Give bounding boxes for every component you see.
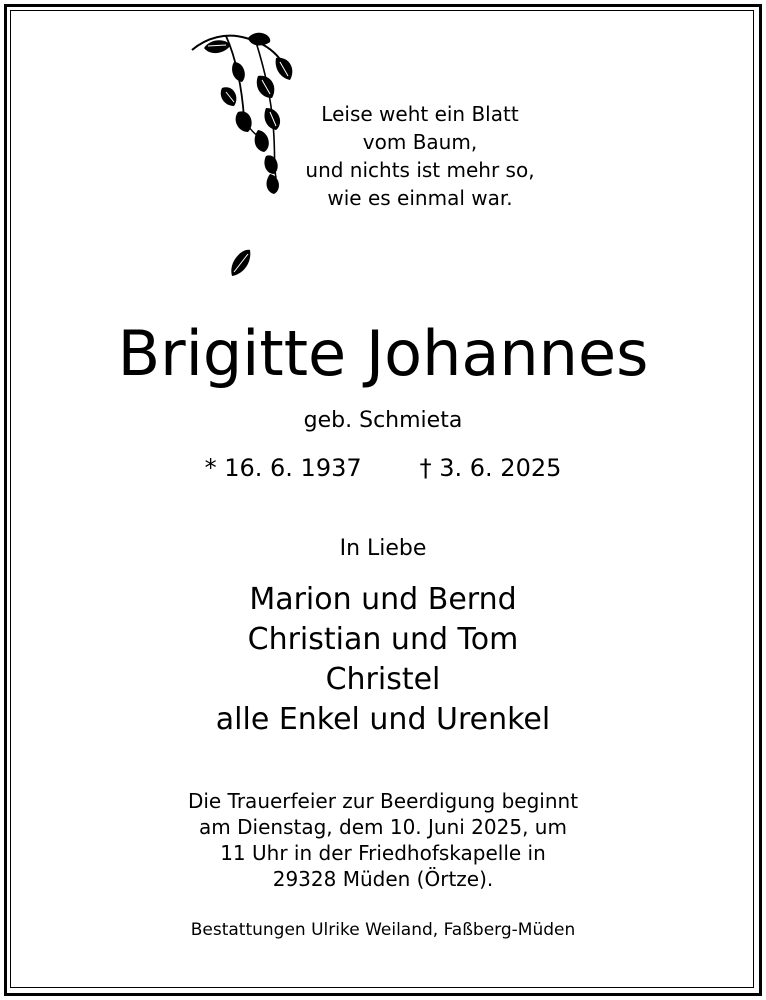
poem — [300, 100, 540, 212]
poem-line: und nichts ist mehr so, — [305, 158, 535, 182]
service-line: Die Trauerfeier zur Beerdigung beginnt — [187, 789, 579, 813]
service-info — [0, 788, 766, 892]
service-line: 11 Uhr in der Friedhofskapelle in — [220, 841, 546, 865]
birth-date: * 16. 6. 1937 — [204, 454, 362, 482]
life-dates — [0, 452, 766, 484]
mourner-line: Christel — [325, 662, 441, 697]
maiden-name: geb. Schmieta — [303, 408, 463, 433]
poem-line: Leise weht ein Blatt — [321, 102, 519, 126]
mourner-line: Christian und Tom — [247, 622, 519, 657]
mourners-list — [0, 580, 766, 740]
service-line: 29328 Müden (Örtze). — [272, 867, 494, 891]
mourners-intro: In Liebe — [339, 536, 427, 561]
leaf-branch-icon — [186, 28, 306, 288]
mourner-line: Marion und Bernd — [249, 582, 517, 617]
deceased-name: Brigitte Johannes — [117, 317, 649, 390]
undertaker: Bestattungen Ulrike Weiland, Faßberg-Müden — [190, 920, 576, 940]
poem-line: wie es einmal war. — [327, 186, 513, 210]
death-date: † 3. 6. 2025 — [419, 454, 562, 482]
mourner-line: alle Enkel und Urenkel — [215, 702, 551, 737]
service-line: am Dienstag, dem 10. Juni 2025, um — [199, 815, 567, 839]
poem-line: vom Baum, — [362, 130, 478, 154]
